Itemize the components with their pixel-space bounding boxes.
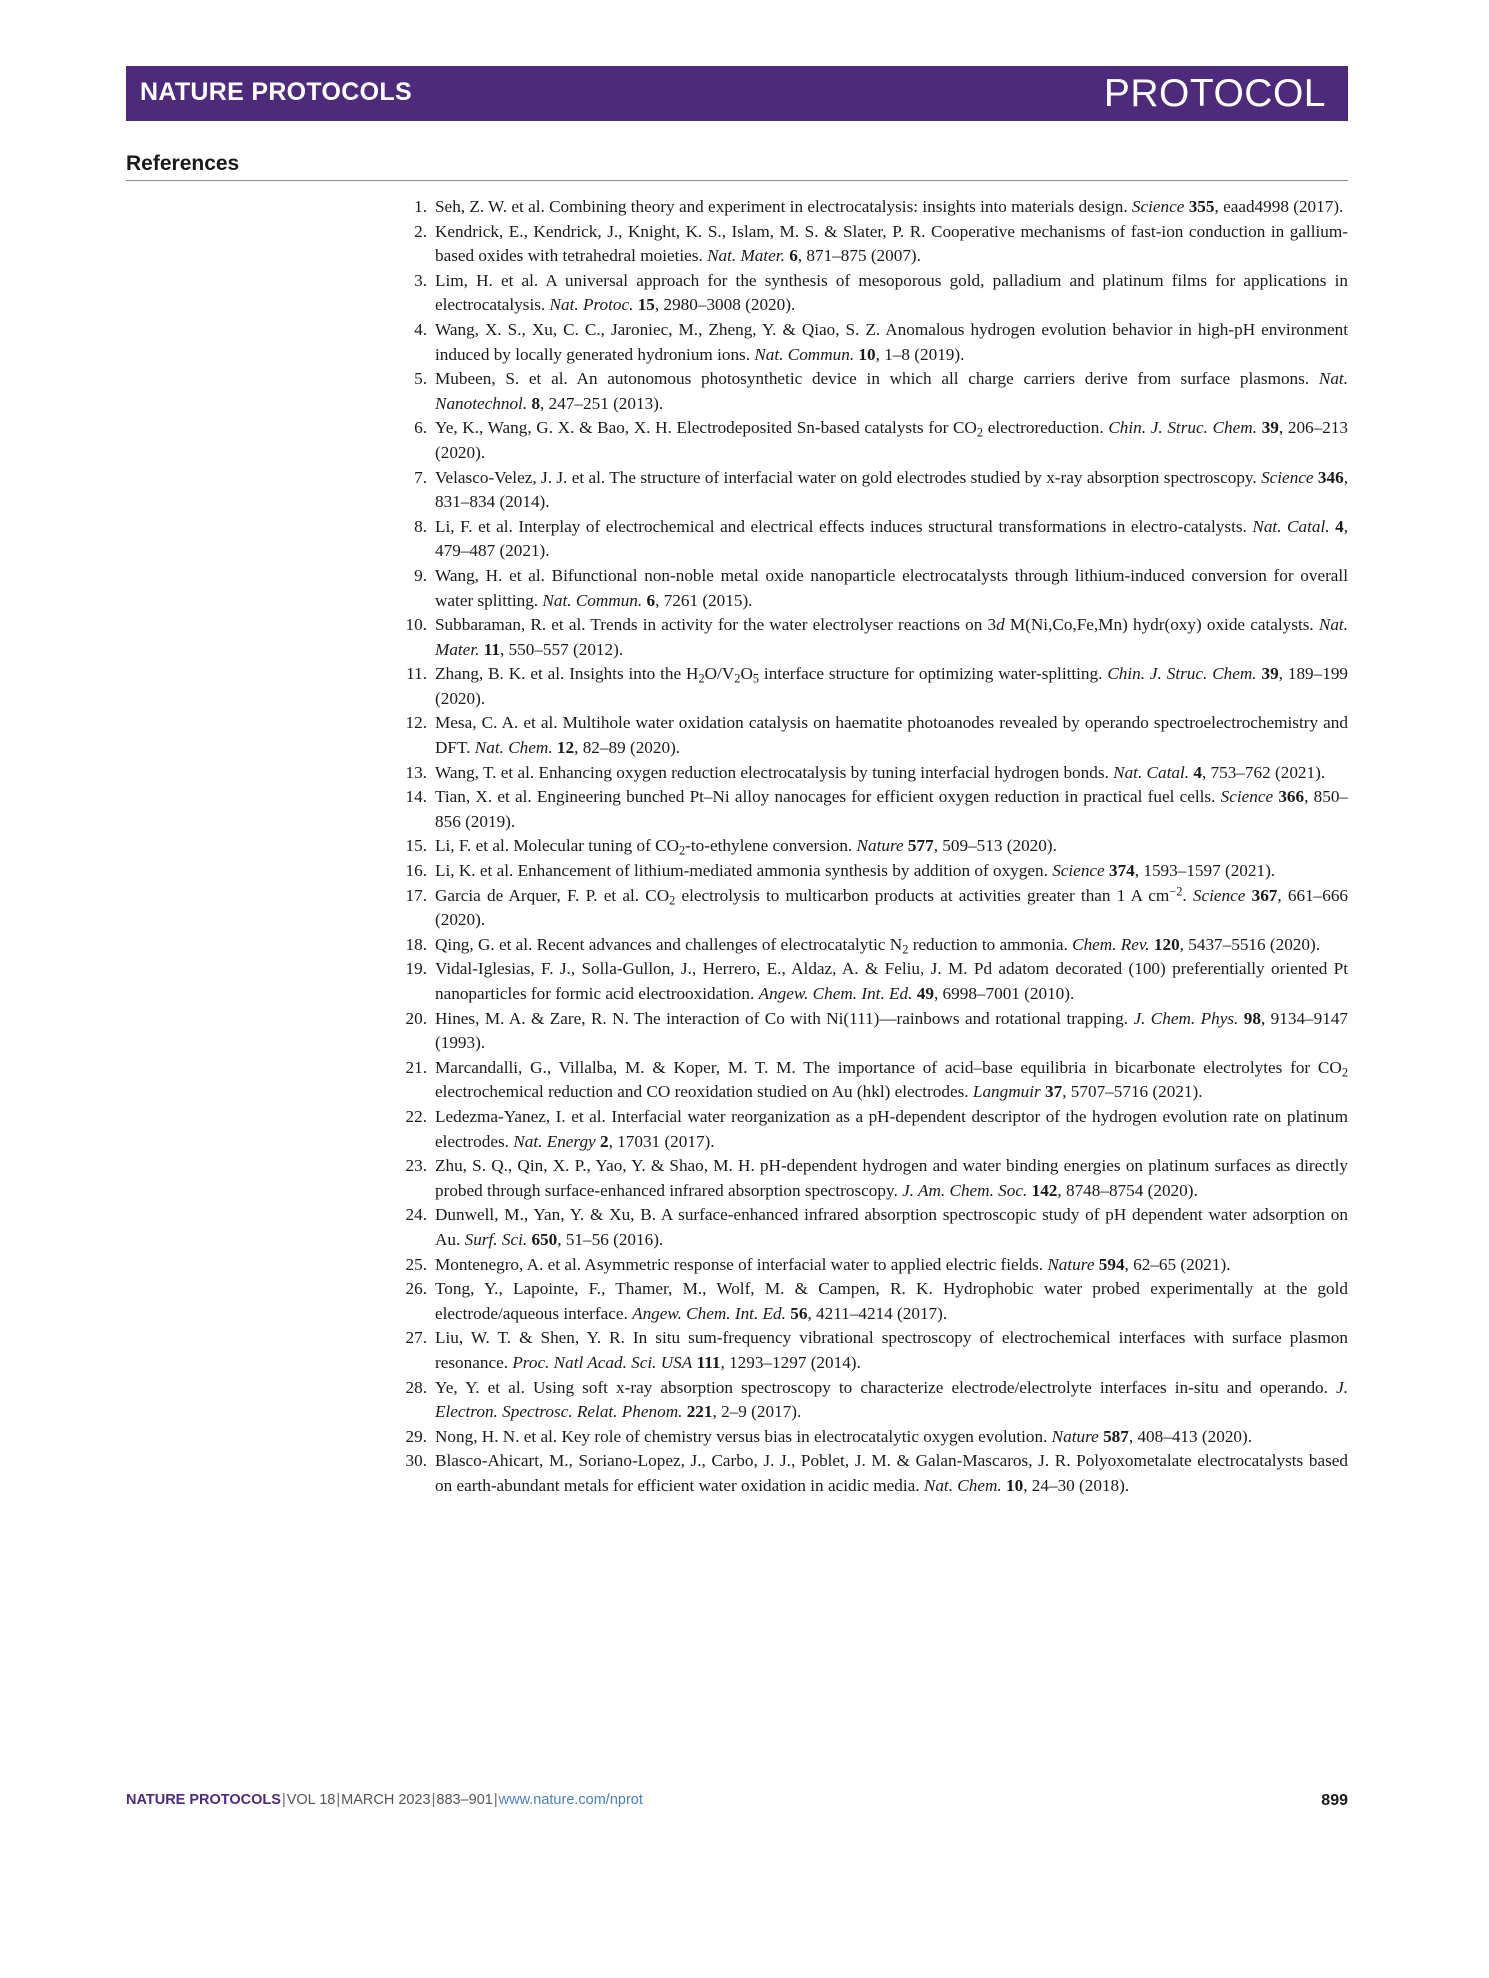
reference-item [395, 933, 1348, 958]
reference-number: 28. [405, 1377, 427, 1397]
reference-item [395, 613, 1348, 662]
reference-text: Lim, H. et al. A universal approach for the synthesis of mesoporous gold, palladium and platinum films for applications in electrocatalysis. Nat. Protoc. 15, 2980–3008 (2020). [435, 270, 1348, 315]
reference-text: Ye, Y. et al. Using soft x-ray absorption spectroscopy to characterize electrode/electrolyte interfaces in-situ and operando. J. Electron. Spectrosc. Relat. Phenom. 221, 2–9 (2017). [435, 1377, 1348, 1422]
reference-number: 25. [405, 1254, 427, 1274]
page-footer [126, 1792, 1348, 1814]
reference-item [395, 761, 1348, 786]
footer-date: MARCH 2023 [341, 1792, 431, 1808]
footer-pages: 883–901 [436, 1792, 493, 1808]
reference-text: Blasco-Ahicart, M., Soriano-Lopez, J., Carbo, J. J., Poblet, J. M. & Galan-Mascaros, J. R. Polyoxometalate electrocatalysts based on earth-abundant metals for efficient water oxidation in acidic media. Nat. Chem. 10, 24–30 (2018). [435, 1451, 1348, 1495]
reference-number: 26. [405, 1279, 427, 1299]
reference-text: Nong, H. N. et al. Key role of chemistry versus bias in electrocatalytic oxygen evolution. Nature 587, 408–413 (2020). [435, 1426, 1253, 1446]
journal-name: NATURE PROTOCOLS [140, 78, 412, 106]
reference-item [395, 416, 1348, 465]
reference-number: 17. [405, 885, 427, 905]
reference-item [395, 834, 1348, 859]
reference-text: Mesa, C. A. et al. Multihole water oxidation catalysis on haematite photoanodes revealed by operando spectroelectrochemistry and DFT. Nat. Chem. 12, 82–89 (2020). [435, 713, 1348, 758]
reference-item [395, 859, 1348, 884]
reference-text: Li, K. et al. Enhancement of lithium-mediated ammonia synthesis by addition of oxygen. Science 374, 1593–1597 (2021). [435, 861, 1276, 881]
reference-number: 30. [405, 1451, 427, 1471]
reference-text: Qing, G. et al. Recent advances and challenges of electrocatalytic $N_2$ reduction to ammonia. Chem. Rev. 120, 5437–5516 (2020). [435, 934, 1321, 957]
reference-number: 16. [405, 861, 427, 881]
reference-text: Liu, W. T. & Shen, Y. R. In situ sum-frequency vibrational spectroscopy of electrochemical interfaces with surface plasmon resonance. Proc. Natl Acad. Sci. USA 111, 1293–1297 (2014). [435, 1328, 1348, 1372]
reference-number: 8. [414, 516, 427, 536]
reference-item [395, 466, 1348, 515]
reference-item [395, 1425, 1348, 1450]
reference-number: 22. [405, 1106, 427, 1126]
page-number: 899 [1321, 1792, 1348, 1809]
article-type: PROTOCOL [1103, 72, 1326, 115]
reference-item [395, 1105, 1348, 1154]
reference-text: Li, F. et al. Molecular tuning of $CO_2-to$-ethylene conversion. Nature 577, 509–513 (2020). [435, 836, 1057, 858]
footer-separator: | [493, 1792, 498, 1808]
reference-text: Vidal-Iglesias, F. J., Solla-Gullon, J., Herrero, E., Aldaz, A. & Feliu, J. M. Pd adatom decorated (100) preferentially oriented Pt nanoparticles for formic acid electrooxidation. Angew. Chem. Int. Ed. 49, 6998–7001 (2010). [435, 959, 1348, 1003]
reference-text: Hines, M. A. & Zare, R. N. The interaction of Co with Ni(111)—rainbows and rotational trapping. J. Chem. Phys. 98, 9134–9147 (1993). [435, 1008, 1349, 1053]
journal-banner [126, 66, 1348, 121]
reference-item [395, 269, 1348, 318]
reference-number: 24. [405, 1205, 427, 1225]
footer-separator: | [336, 1792, 341, 1808]
reference-text: Seh, Z. W. et al. Combining theory and experiment in electrocatalysis: insights into materials design. Science 355, eaad4998 (2017). [435, 197, 1344, 216]
footer-journal: NATURE PROTOCOLS [126, 1792, 281, 1808]
reference-text: Kendrick, E., Kendrick, J., Knight, K. S., Islam, M. S. & Slater, P. R. Cooperative mechanisms of fast-ion conduction in gallium-based oxides with tetrahedral moieties. Nat. Mater. 6, 871–875 (2007). [435, 221, 1348, 266]
reference-item [395, 957, 1348, 1006]
reference-number: 11. [406, 664, 427, 684]
reference-item [395, 1326, 1348, 1375]
reference-number: 9. [414, 565, 427, 585]
reference-text: Subbaraman, R. et al. Trends in activity for the water electrolyser reactions on 3d M(Ni,Co,Fe,Mn) hydr(oxy) oxide catalysts. Nat. Mater. 11, 550–557 (2012). [435, 615, 1349, 659]
footer-separator: | [281, 1792, 286, 1808]
reference-text: Tong, Y., Lapointe, F., Thamer, M., Wolf, M. & Campen, R. K. Hydrophobic water probed experimentally at the gold electrode/aqueous interface. Angew. Chem. Int. Ed. 56, 4211–4214 (2017). [435, 1279, 1348, 1323]
reference-text: Dunwell, M., Yan, Y. & Xu, B. A surface-enhanced infrared absorption spectroscopic study of pH dependent water adsorption on Au. Surf. Sci. 650, 51–56 (2016). [435, 1205, 1348, 1249]
reference-text: Velasco-Velez, J. J. et al. The structure of interfacial water on gold electrodes studied by x-ray absorption spectroscopy. Science 346, 831–834 (2014). [435, 467, 1348, 512]
reference-item [395, 1154, 1348, 1203]
footer-citation [126, 1792, 643, 1808]
reference-item [395, 884, 1348, 933]
reference-item [395, 195, 1348, 220]
reference-item [395, 662, 1348, 711]
reference-text: Marcandalli, G., Villalba, M. & Koper, M. T. M. The importance of acid–base equilibria in bicarbonate electrolytes for $CO_2$ electrochemical reduction and CO reoxidation studied on Au (hkl) electrodes. Langmuir 37, 5707–5716 (2021). [435, 1057, 1348, 1102]
reference-number: 27. [405, 1328, 427, 1348]
reference-text: Tian, X. et al. Engineering bunched Pt–Ni alloy nanocages for efficient oxygen reduction in practical fuel cells. Science 366, 850–856 (2019). [435, 787, 1349, 831]
reference-number: 3. [414, 270, 427, 290]
reference-text: Li, F. et al. Interplay of electrochemical and electrical effects induces structural transformations in electro-catalysts. Nat. Catal. 4, 479–487 (2021). [435, 516, 1348, 561]
reference-number: 13. [405, 762, 427, 782]
reference-text: Ledezma-Yanez, I. et al. Interfacial water reorganization as a pH-dependent descriptor of the hydrogen evolution rate on platinum electrodes. Nat. Energy 2, 17031 (2017). [435, 1106, 1348, 1151]
reference-text: Mubeen, S. et al. An autonomous photosynthetic device in which all charge carriers derive from surface plasmons. Nat. Nanotechnol. 8, 247–251 (2013). [435, 369, 1348, 413]
reference-number: 20. [405, 1008, 427, 1028]
reference-number: 21. [405, 1057, 427, 1077]
reference-number: 18. [405, 934, 427, 954]
reference-text: Wang, X. S., Xu, C. C., Jaroniec, M., Zheng, Y. & Qiao, S. Z. Anomalous hydrogen evolution behavior in high-pH environment induced by locally generated hydronium ions. Nat. Commun. 10, 1–8 (2019). [435, 319, 1348, 364]
footer-volume: VOL 18 [286, 1792, 336, 1808]
reference-number: 2. [414, 221, 427, 241]
reference-text: Zhu, S. Q., Qin, X. P., Yao, Y. & Shao, M. H. pH-dependent hydrogen and water binding energies on platinum surfaces as directly probed through surface-enhanced infrared absorption spectroscopy. J. Am. Chem. Soc. 142, 8748–8754 (2020). [435, 1156, 1348, 1200]
reference-item [395, 515, 1348, 564]
footer-separator: | [431, 1792, 436, 1808]
reference-item [395, 220, 1348, 269]
reference-number: 15. [405, 836, 427, 856]
reference-item [395, 711, 1348, 760]
reference-text: Zhang, B. K. et al. Insights into the $H_2O/V_2O_5$ interface structure for optimizing water-splitting. Chin. J. Struc. Chem. 39, 189–199 (2020). [435, 664, 1349, 708]
reference-number: 14. [405, 787, 427, 807]
reference-text: Montenegro, A. et al. Asymmetric response of interfacial water to applied electric fields. Nature 594, 62–65 (2021). [435, 1254, 1231, 1274]
section-heading: References [126, 152, 240, 175]
reference-list [395, 195, 1348, 1498]
reference-number: 10. [405, 615, 427, 635]
reference-item [395, 1056, 1348, 1105]
heading-divider [126, 180, 1348, 181]
reference-item [395, 1203, 1348, 1252]
reference-item [395, 564, 1348, 613]
reference-number: 19. [405, 959, 427, 979]
reference-item [395, 785, 1348, 834]
reference-number: 12. [405, 713, 427, 733]
reference-item [395, 1376, 1348, 1425]
reference-number: 23. [405, 1156, 427, 1176]
reference-number: 7. [414, 467, 427, 487]
reference-text: Wang, T. et al. Enhancing oxygen reduction electrocatalysis by tuning interfacial hydrogen bonds. Nat. Catal. 4, 753–762 (2021). [435, 762, 1326, 782]
reference-number: 29. [405, 1426, 427, 1446]
reference-item [395, 367, 1348, 416]
reference-text: Ye, K., Wang, G. X. & Bao, X. H. Electrodeposited Sn-based catalysts for $CO_2$ electroreduction. Chin. J. Struc. Chem. 39, 206–213 (2020). [435, 418, 1349, 462]
reference-item [395, 1007, 1348, 1056]
footer-url-link[interactable]: www.nature.com/nprot [498, 1792, 643, 1808]
reference-number: 6. [414, 418, 427, 438]
reference-number: 4. [414, 319, 427, 339]
reference-number: 5. [414, 369, 427, 389]
reference-item [395, 1253, 1348, 1278]
reference-number: 1. [414, 197, 427, 216]
reference-text: Wang, H. et al. Bifunctional non-noble metal oxide nanoparticle electrocatalysts through lithium-induced conversion for overall water splitting. Nat. Commun. 6, 7261 (2015). [435, 565, 1348, 610]
reference-item [395, 1449, 1348, 1498]
reference-item [395, 318, 1348, 367]
reference-item [395, 1277, 1348, 1326]
reference-text: Garcia de Arquer, F. P. et al. $CO_2$ electrolysis to multicarbon products at activities greater than 1 A $cm^{-2}$. Science 367, 661–666 (2020). [435, 884, 1349, 930]
